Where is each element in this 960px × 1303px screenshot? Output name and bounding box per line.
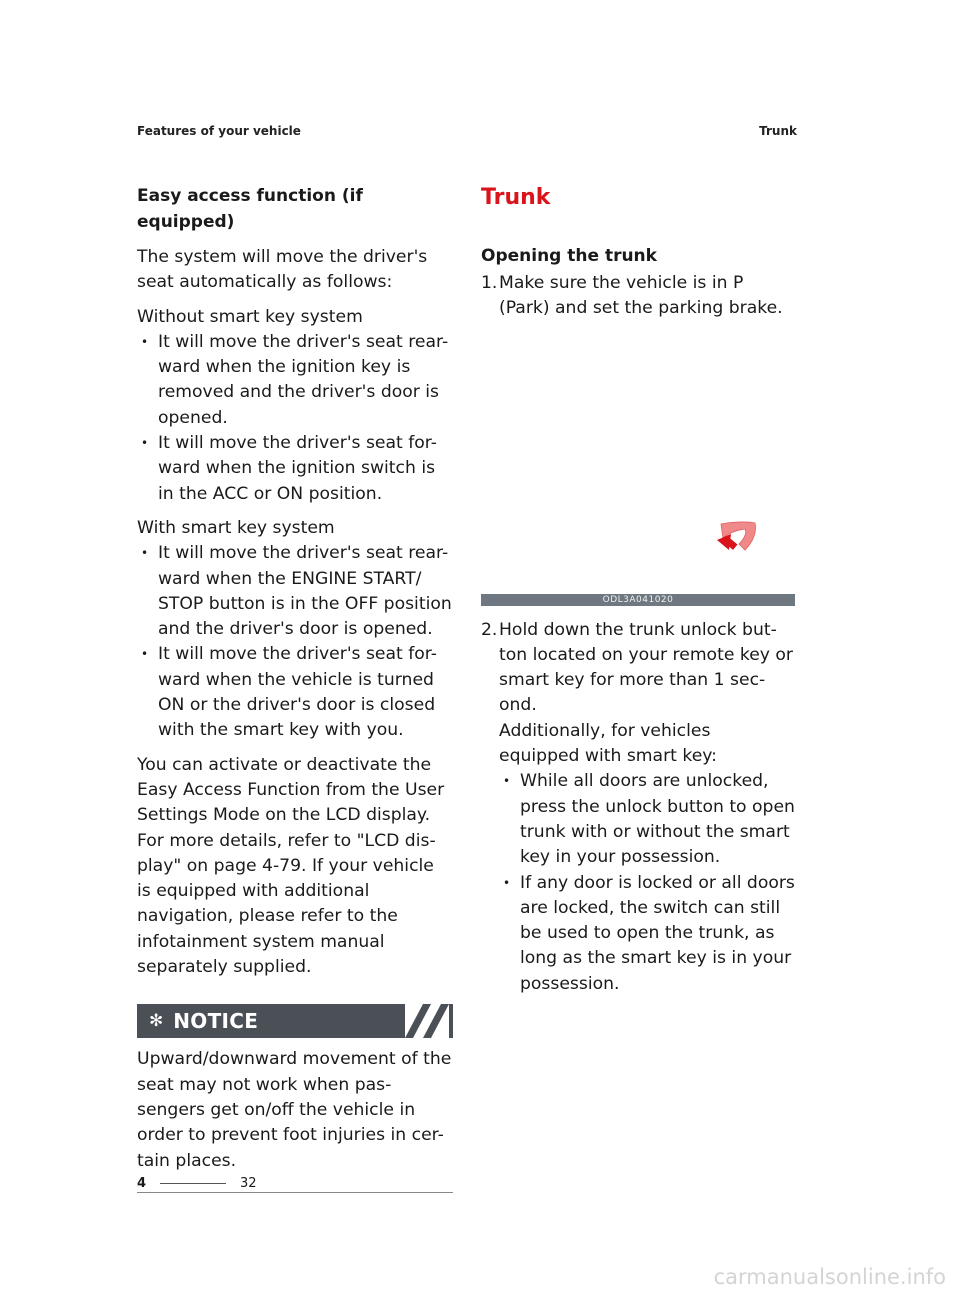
- without-smart-key-label: Without smart key system: [137, 306, 363, 327]
- list-item: • It will move the driver's seat rear-ward when the ignition key is removed and the driver's door is opened.: [137, 330, 453, 431]
- diagonal-stripes-icon: [405, 1004, 449, 1038]
- with-smart-key-list: [137, 541, 453, 743]
- running-header-section: Features of your vehicle: [137, 124, 301, 138]
- asterisk-icon: ✻: [149, 1011, 164, 1032]
- notice-title: NOTICE: [173, 1009, 259, 1034]
- step-2-list: [481, 769, 795, 997]
- list-item: • It will move the driver's seat for-ward when the vehicle is turned ON or the driver's door is closed with the smart key with you.: [137, 642, 453, 743]
- easy-access-heading: Easy access function (if equipped): [137, 186, 363, 232]
- with-smart-key-label: With smart key system: [137, 517, 335, 538]
- page-number: 32: [240, 1176, 257, 1191]
- opening-trunk-heading: Opening the trunk: [481, 246, 657, 266]
- step-number: 1.: [481, 273, 498, 293]
- left-column: [137, 183, 453, 1193]
- without-smart-key-list: [137, 330, 453, 507]
- trunk-figure: [481, 334, 795, 606]
- step-text: Make sure the vehicle is in P (Park) and set the parking brake.: [499, 273, 783, 319]
- list-item: • If any door is locked or all doors are locked, the switch can still be used to open the trunk, as long as the smart key is in your possession.: [481, 871, 795, 997]
- notice-text: Upward/downward movement of the seat may not work when pas-sengers get on/off the vehicle in order to prevent foot injuries in cer-tain places.: [137, 1049, 452, 1171]
- step-extra-text: Additionally, for vehicles equipped with smart key:: [499, 720, 717, 767]
- list-item: • It will move the driver's seat for-ward when the ignition switch is in the ACC or ON position.: [137, 431, 453, 507]
- easy-access-intro: The system will move the driver's seat automatically as follows:: [137, 247, 428, 293]
- easy-access-body: You can activate or deactivate the Easy Access Function from the User Settings Mode on the LCD display. For more details, refer to "LCD dis-play" on page 4-79. If your vehicle is equipped with additional navigation, please refer to the infotainment system manual separately supplied.: [137, 754, 445, 978]
- running-header-topic: Trunk: [759, 124, 797, 138]
- list-item: • It will move the driver's seat rear-ward when the ENGINE START/ STOP button is in the OFF position and the driver's door is opened.: [137, 541, 453, 642]
- step-1: [481, 271, 795, 322]
- divider: [137, 1192, 453, 1193]
- list-item: • While all doors are unlocked, press the unlock button to open trunk with or without the smart key in your possession.: [481, 769, 795, 870]
- step-text: Hold down the trunk unlock but-ton located on your remote key or smart key for more than 1 sec-ond.: [499, 619, 793, 716]
- step-2: [481, 618, 795, 719]
- right-column: [481, 183, 795, 997]
- footer-divider: [160, 1183, 226, 1184]
- figure-caption: ODL3A041020: [481, 594, 795, 606]
- section-title: Trunk: [481, 185, 551, 210]
- notice-banner: [137, 1004, 453, 1038]
- watermark-text: carmanualsonline.info: [713, 1265, 946, 1289]
- trunk-open-arrow-icon: [715, 520, 759, 558]
- step-number: 2.: [481, 619, 498, 640]
- step-2-extra: [481, 719, 795, 770]
- chapter-number: 4: [137, 1176, 147, 1191]
